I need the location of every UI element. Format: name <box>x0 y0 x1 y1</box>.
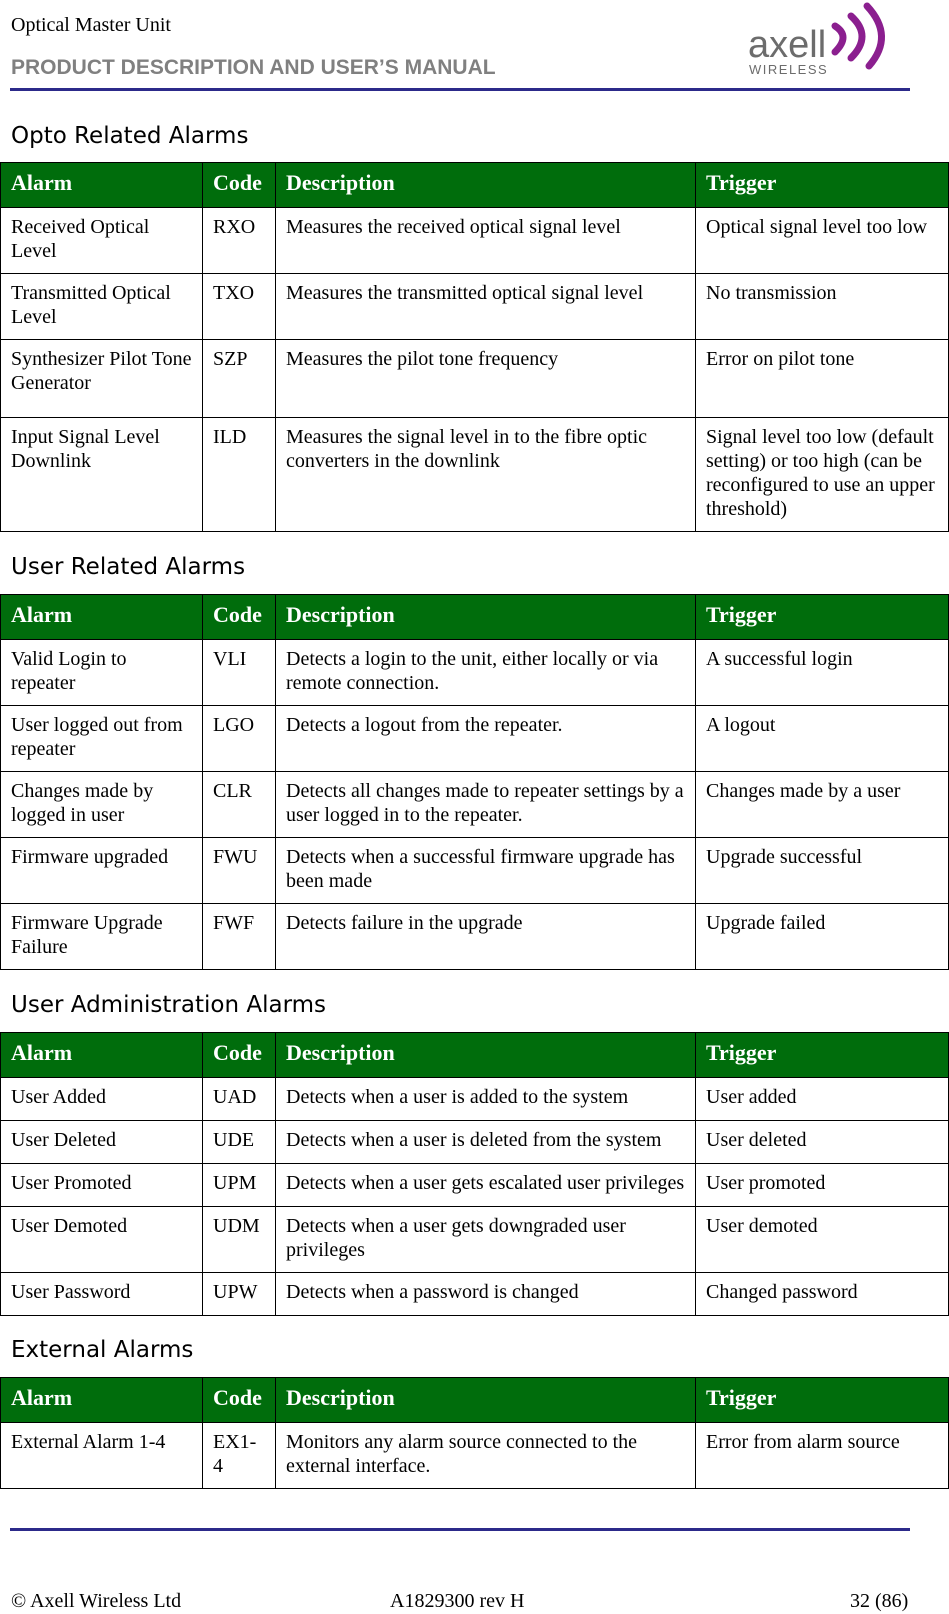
cell-trigger: A logout <box>696 706 949 772</box>
table-row <box>1 640 949 706</box>
column-header-code: Code <box>203 1378 276 1423</box>
document-subtitle: PRODUCT DESCRIPTION AND USER’S MANUAL <box>11 56 496 79</box>
column-header-trigger: Trigger <box>696 163 949 208</box>
cell-trigger: Signal level too low (default setting) or too high (can be reconfigured to use an upper threshold) <box>696 418 949 532</box>
table-row <box>1 274 949 340</box>
table-header-row <box>1 1378 949 1423</box>
table-row <box>1 418 949 532</box>
column-header-description: Description <box>276 1378 696 1423</box>
column-header-description: Description <box>276 163 696 208</box>
footer-copyright: © Axell Wireless Ltd <box>11 1590 182 1612</box>
cell-code: SZP <box>203 340 276 418</box>
cell-description: Measures the received optical signal level <box>276 208 696 274</box>
logo-chevron-icon <box>851 16 862 58</box>
cell-code: LGO <box>203 706 276 772</box>
column-header-alarm: Alarm <box>1 595 203 640</box>
footer-page-number: 32 (86) <box>850 1590 909 1612</box>
cell-description: Detects when a user is added to the system <box>276 1078 696 1121</box>
cell-description: Detects when a user is deleted from the system <box>276 1121 696 1164</box>
footer-doc-number: A1829300 rev H <box>390 1590 525 1612</box>
section-title-user: User Related Alarms <box>11 554 246 580</box>
cell-alarm: Input Signal Level Downlink <box>1 418 203 532</box>
cell-description: Detects when a user gets downgraded user privileges <box>276 1207 696 1273</box>
cell-description: Detects a login to the unit, either locally or via remote connection. <box>276 640 696 706</box>
cell-trigger: User added <box>696 1078 949 1121</box>
cell-alarm: User Promoted <box>1 1164 203 1207</box>
cell-code: UAD <box>203 1078 276 1121</box>
user-alarms-table <box>0 594 949 970</box>
table-row <box>1 1121 949 1164</box>
logo-subtext: WIRELESS <box>749 62 829 77</box>
cell-trigger: Upgrade failed <box>696 904 949 970</box>
cell-alarm: Received Optical Level <box>1 208 203 274</box>
column-header-trigger: Trigger <box>696 595 949 640</box>
column-header-trigger: Trigger <box>696 1378 949 1423</box>
cell-trigger: User promoted <box>696 1164 949 1207</box>
cell-alarm: Synthesizer Pilot Tone Generator <box>1 340 203 418</box>
cell-alarm: User Deleted <box>1 1121 203 1164</box>
cell-code: TXO <box>203 274 276 340</box>
cell-code: CLR <box>203 772 276 838</box>
column-header-code: Code <box>203 1033 276 1078</box>
cell-alarm: Valid Login to repeater <box>1 640 203 706</box>
cell-trigger: Error from alarm source <box>696 1423 949 1489</box>
cell-description: Measures the pilot tone frequency <box>276 340 696 418</box>
table-row <box>1 1423 949 1489</box>
table-row <box>1 208 949 274</box>
header-rule <box>10 88 910 91</box>
cell-alarm: User Demoted <box>1 1207 203 1273</box>
table-row <box>1 1164 949 1207</box>
cell-code: UDE <box>203 1121 276 1164</box>
column-header-description: Description <box>276 595 696 640</box>
cell-trigger: User deleted <box>696 1121 949 1164</box>
logo-chevron-icon <box>867 6 882 66</box>
column-header-alarm: Alarm <box>1 1033 203 1078</box>
column-header-alarm: Alarm <box>1 163 203 208</box>
document-title: Optical Master Unit <box>11 14 171 36</box>
cell-code: EX1-4 <box>203 1423 276 1489</box>
footer-rule <box>10 1528 910 1531</box>
table-row <box>1 1273 949 1316</box>
cell-description: Detects a logout from the repeater. <box>276 706 696 772</box>
cell-description: Detects when a successful firmware upgrade has been made <box>276 838 696 904</box>
cell-code: FWU <box>203 838 276 904</box>
cell-description: Monitors any alarm source connected to the external interface. <box>276 1423 696 1489</box>
column-header-trigger: Trigger <box>696 1033 949 1078</box>
section-title-external: External Alarms <box>11 1337 194 1363</box>
cell-description: Measures the transmitted optical signal level <box>276 274 696 340</box>
section-title-opto: Opto Related Alarms <box>11 123 249 149</box>
table-row <box>1 1207 949 1273</box>
cell-alarm: User Added <box>1 1078 203 1121</box>
table-row <box>1 904 949 970</box>
table-row <box>1 838 949 904</box>
cell-code: RXO <box>203 208 276 274</box>
section-title-user-admin: User Administration Alarms <box>11 992 327 1018</box>
cell-alarm: User Password <box>1 1273 203 1316</box>
cell-trigger: No transmission <box>696 274 949 340</box>
cell-code: UPM <box>203 1164 276 1207</box>
cell-description: Detects all changes made to repeater settings by a user logged in to the repeater. <box>276 772 696 838</box>
table-header-row <box>1 163 949 208</box>
cell-code: FWF <box>203 904 276 970</box>
axell-wireless-logo <box>748 0 915 80</box>
logo-chevron-icon <box>835 26 843 52</box>
table-row <box>1 1078 949 1121</box>
cell-alarm: External Alarm 1-4 <box>1 1423 203 1489</box>
cell-trigger: Optical signal level too low <box>696 208 949 274</box>
cell-alarm: Firmware Upgrade Failure <box>1 904 203 970</box>
logo-text: axell <box>748 24 827 66</box>
cell-code: ILD <box>203 418 276 532</box>
cell-description: Detects failure in the upgrade <box>276 904 696 970</box>
user-admin-alarms-table <box>0 1032 949 1316</box>
table-row <box>1 340 949 418</box>
cell-trigger: Changed password <box>696 1273 949 1316</box>
cell-code: VLI <box>203 640 276 706</box>
opto-alarms-table <box>0 162 949 532</box>
cell-trigger: Upgrade successful <box>696 838 949 904</box>
cell-trigger: Error on pilot tone <box>696 340 949 418</box>
table-row <box>1 706 949 772</box>
cell-trigger: User demoted <box>696 1207 949 1273</box>
cell-alarm: Firmware upgraded <box>1 838 203 904</box>
table-row <box>1 772 949 838</box>
column-header-code: Code <box>203 595 276 640</box>
cell-alarm: User logged out from repeater <box>1 706 203 772</box>
cell-alarm: Changes made by logged in user <box>1 772 203 838</box>
cell-description: Measures the signal level in to the fibre optic converters in the downlink <box>276 418 696 532</box>
external-alarms-table <box>0 1377 949 1489</box>
cell-description: Detects when a user gets escalated user privileges <box>276 1164 696 1207</box>
cell-code: UPW <box>203 1273 276 1316</box>
column-header-alarm: Alarm <box>1 1378 203 1423</box>
table-header-row <box>1 595 949 640</box>
column-header-code: Code <box>203 163 276 208</box>
cell-alarm: Transmitted Optical Level <box>1 274 203 340</box>
column-header-description: Description <box>276 1033 696 1078</box>
cell-trigger: A successful login <box>696 640 949 706</box>
cell-description: Detects when a password is changed <box>276 1273 696 1316</box>
cell-trigger: Changes made by a user <box>696 772 949 838</box>
cell-code: UDM <box>203 1207 276 1273</box>
table-header-row <box>1 1033 949 1078</box>
